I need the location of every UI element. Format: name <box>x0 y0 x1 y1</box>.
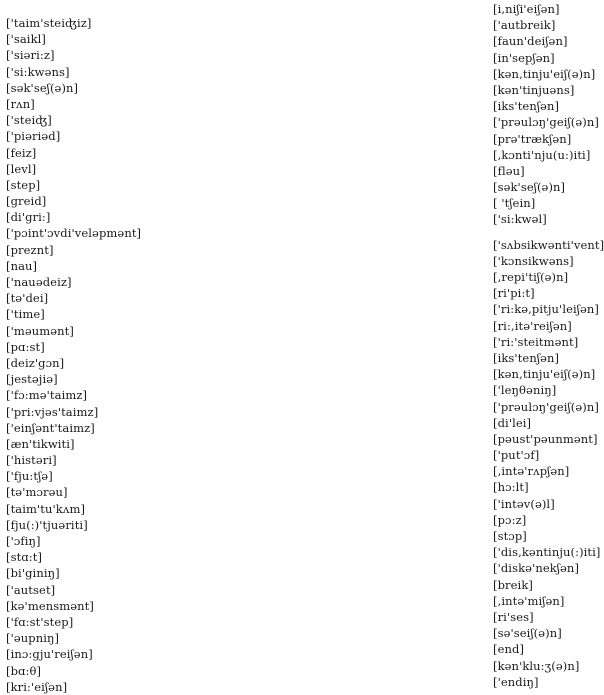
phonetic-entry: [preznt] <box>6 242 54 257</box>
phonetic-entry: ['put'ɔf] <box>493 448 540 463</box>
phonetic-entry: ['kɔnsikwəns] <box>493 253 574 268</box>
phonetic-entry: [deiz'gɔn] <box>6 355 65 370</box>
phonetic-entry: ['prəulɔŋ'geiʃ(ə)n] <box>493 399 599 414</box>
phonetic-entry: ['einʃənt'taimz] <box>6 420 95 435</box>
phonetic-entry: [sək'seʃ(ə)n] <box>6 80 79 95</box>
phonetic-entry: ['autbreik] <box>493 18 556 33</box>
phonetic-entry: [pɔ:z] <box>493 512 527 527</box>
phonetic-entry: ['diskə'nekʃən] <box>493 561 580 576</box>
phonetic-entry: [tə'dei] <box>6 291 49 306</box>
phonetic-entry: [step] <box>6 177 41 192</box>
phonetic-entry: [i,niʃi'eiʃən] <box>493 2 560 16</box>
phonetic-entry: ['steiʤ] <box>6 113 52 128</box>
phonetic-entry: ['sʌbsikwənti'vent] <box>493 237 604 252</box>
phonetic-entry: ['pɔint'ɔvdi'veləpmənt] <box>6 226 142 241</box>
phonetic-entry: ['si:kwəl] <box>493 212 547 227</box>
phonetic-entry: [kən'tinjuəns] <box>493 82 575 97</box>
phonetic-entry: ['dis,kəntinju(:)iti] <box>493 545 601 560</box>
phonetic-entry: [stɔp] <box>493 529 527 543</box>
phonetic-entry: [ri:,itə'reiʃən] <box>493 318 572 333</box>
phonetic-entry: [ 'tʃein] <box>493 196 536 211</box>
left-phonetic-column <box>6 15 141 695</box>
phonetic-entry: ['autset] <box>6 582 56 597</box>
phonetic-entry: ['ɔfiŋ] <box>6 534 41 548</box>
group-spacer <box>493 228 604 237</box>
phonetic-entry: [,repi'tiʃ(ə)n] <box>493 270 569 284</box>
phonetic-entry: ['ri:'steitmənt] <box>493 334 579 349</box>
phonetic-entry: [di'lei] <box>493 415 532 430</box>
phonetic-entry: [kri:'eiʃən] <box>6 679 68 694</box>
phonetic-entry: [pɑ:st] <box>6 339 45 354</box>
phonetic-entry: ['leŋθəniŋ] <box>493 383 557 398</box>
phonetic-entry: [,kɔnti'nju(u:)iti] <box>493 147 591 162</box>
phonetic-entry: [faun'deiʃən] <box>493 34 568 49</box>
phonetic-entry: [tə'mɔrəu] <box>6 485 68 500</box>
phonetic-entry: [kən'klu:ʒ(ə)n] <box>493 658 580 673</box>
phonetic-entry: ['piəriəd] <box>6 129 61 144</box>
phonetic-entry: ['nauədeiz] <box>6 275 72 289</box>
phonetic-entry: ['məumənt] <box>6 323 74 338</box>
phonetic-entry: ['time] <box>6 307 45 322</box>
phonetic-entry: [kən,tinju'eiʃ(ə)n] <box>493 66 596 81</box>
phonetic-entry: [kə'mensmənt] <box>6 598 94 613</box>
phonetic-entry: [fləu] <box>493 163 525 178</box>
phonetic-entry: [kən,tinju'eiʃ(ə)n] <box>493 367 596 382</box>
phonetic-entry: [end] <box>493 642 525 657</box>
phonetic-entry: [bi'giniŋ] <box>6 566 60 581</box>
phonetic-entry: [sə'seiʃ(ə)n] <box>493 626 562 641</box>
phonetic-entry: [ri'ses] <box>493 609 534 624</box>
phonetic-entry: ['taim'steiʤiz] <box>6 16 92 30</box>
phonetic-entry: ['endiŋ] <box>493 674 539 689</box>
phonetic-entry: [greid] <box>6 194 47 209</box>
phonetic-entry: ['saikl] <box>6 32 47 47</box>
phonetic-entry: [levl] <box>6 161 37 176</box>
phonetic-entry: [inɔ:gju'reiʃən] <box>6 647 93 662</box>
phonetic-entry: [iks'tenʃən] <box>493 350 560 365</box>
phonetic-entry: [,intə'miʃən] <box>493 593 565 608</box>
phonetic-entry: ['fju:tʃə] <box>6 469 53 484</box>
phonetic-entry: [feiz] <box>6 145 37 160</box>
phonetic-entry: ['fɑ:st'step] <box>6 614 74 629</box>
phonetic-entry: ['ri:kə,pitju'leiʃən] <box>493 302 600 317</box>
phonetic-entry: [in'sepʃən] <box>493 50 555 65</box>
phonetic-entry: [æn'tikwiti] <box>6 436 75 451</box>
phonetic-entry: ['si:kwəns] <box>6 64 70 79</box>
phonetic-entry: [stɑ:t] <box>6 550 43 565</box>
phonetic-entry: [nau] <box>6 258 38 273</box>
phonetic-entry: [hɔ:lt] <box>493 480 529 495</box>
phonetic-entry: ['histəri] <box>6 453 57 468</box>
phonetic-entry: ['əupniŋ] <box>6 631 60 646</box>
phonetic-entry: [iks'tenʃən] <box>493 99 560 114</box>
phonetic-entry: [taim'tu'kʌm] <box>6 501 86 516</box>
phonetic-entry: [pəust'pəunmənt] <box>493 431 598 446</box>
phonetic-entry: [bɑ:θ] <box>6 663 42 678</box>
phonetic-entry: [breik] <box>493 577 533 592</box>
phonetic-entry: ['fɔ:mə'taimz] <box>6 388 88 403</box>
phonetic-entry: ['intəv(ə)l] <box>493 496 555 511</box>
phonetic-entry: ['prəulɔŋ'geiʃ(ə)n] <box>493 115 599 130</box>
phonetic-entry: [prə'trækʃən] <box>493 131 572 146</box>
phonetic-entry: [sək'seʃ(ə)n] <box>493 180 566 195</box>
phonetic-entry: [di'gri:] <box>6 210 51 225</box>
phonetic-entry: [,intə'rʌpʃən] <box>493 464 570 479</box>
phonetic-entry: ['siəri:z] <box>6 48 55 63</box>
phonetic-entry: [ri'pi:t] <box>493 286 535 301</box>
phonetic-entry: [jestəjiə] <box>6 372 58 387</box>
phonetic-entry: ['pri:vjəs'taimz] <box>6 404 99 419</box>
phonetic-entry: [rʌn] <box>6 96 35 111</box>
right-phonetic-column <box>493 1 604 690</box>
phonetic-entry: [fju(:)'tjuəriti] <box>6 517 88 532</box>
